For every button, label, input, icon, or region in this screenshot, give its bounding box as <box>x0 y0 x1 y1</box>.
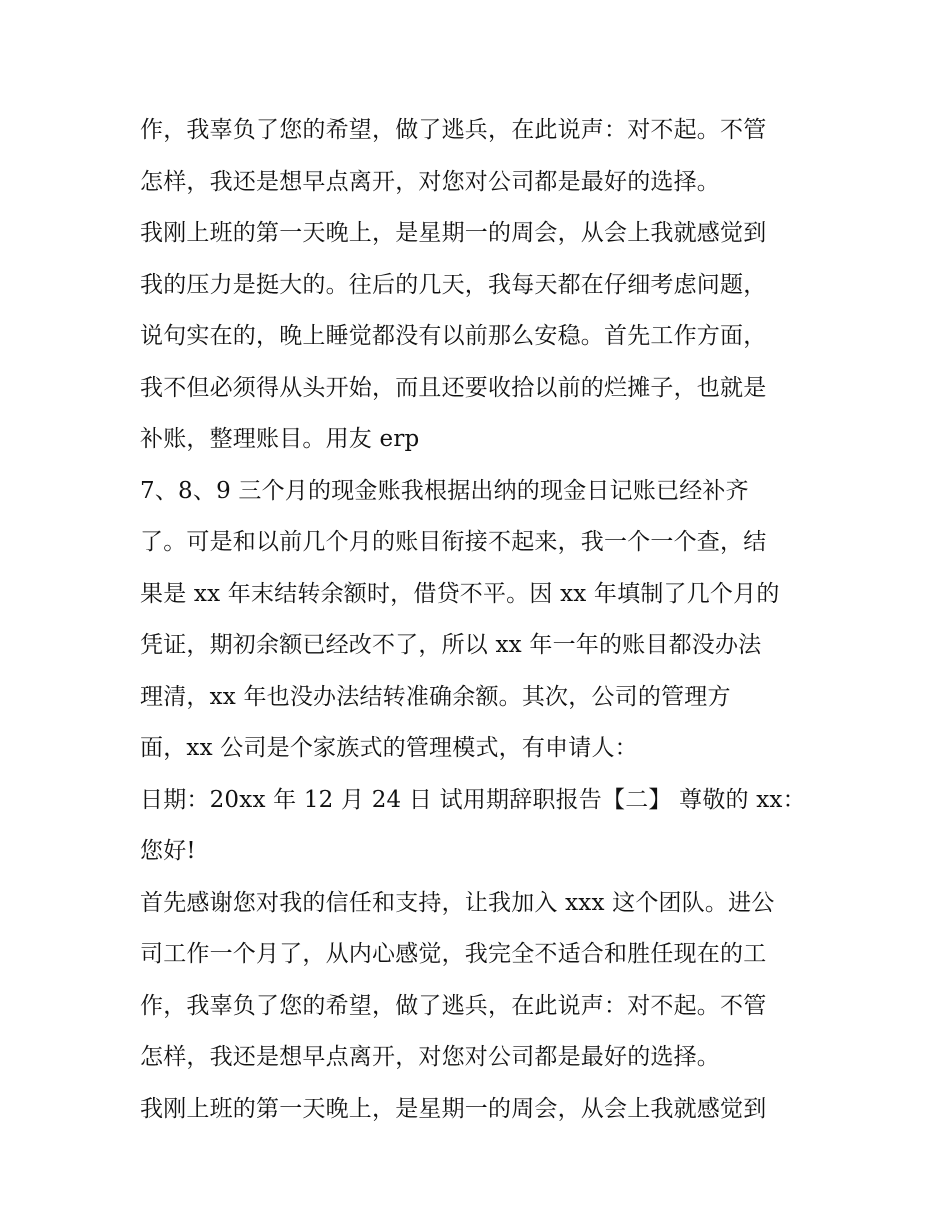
text-line: 怎样，我还是想早点离开，对您对公司都是最好的选择。 <box>140 168 720 195</box>
text-line: 果是 xx 年末结转余额时，借贷不平。因 xx 年填制了几个月的 <box>140 580 780 607</box>
text-line: 首先感谢您对我的信任和支持，让我加入 xxx 这个团队。进公 <box>140 889 775 916</box>
text-line: 了。可是和以前几个月的账目衔接不起来，我一个一个查，结 <box>140 529 767 555</box>
text-line: 作，我辜负了您的希望，做了逃兵，在此说声：对不起。不管 <box>140 992 767 1019</box>
text-line: 面，xx 公司是个家族式的管理模式，有申请人： <box>140 735 638 761</box>
greeting-line: 您好! <box>140 838 196 864</box>
text-line: 7、8、9 三个月的现金账我根据出纳的现金日记账已经补齐 <box>140 477 749 504</box>
text-line: 我刚上班的第一天晚上，是星期一的周会，从会上我就感觉到 <box>140 1095 767 1122</box>
text-line: 作，我辜负了您的希望，做了逃兵，在此说声：对不起。不管 <box>140 117 767 143</box>
text-line: 我不但必须得从头开始，而且还要收拾以前的烂摊子，也就是 <box>140 374 767 401</box>
text-line: 我刚上班的第一天晚上，是星期一的周会，从会上我就感觉到 <box>140 220 767 246</box>
text-line: 补账，整理账目。用友 erp <box>140 426 420 452</box>
text-line: 我的压力是挺大的。往后的几天，我每天都在仔细考虑问题， <box>140 271 767 298</box>
text-line: 怎样，我还是想早点离开，对您对公司都是最好的选择。 <box>140 1044 720 1070</box>
text-line: 凭证，期初余额已经改不了，所以 xx 年一年的账目都没办法 <box>140 632 762 658</box>
text-line: 司工作一个月了，从内心感觉，我完全不适合和胜任现在的工 <box>140 941 767 967</box>
text-line: 说句实在的，晚上睡觉都没有以前那么安稳。首先工作方面， <box>140 323 767 349</box>
document-body <box>140 105 815 1135</box>
text-line: 理清，xx 年也没办法结转准确余额。其次，公司的管理方 <box>140 683 731 710</box>
date-line: 日期：20xx 年 12 月 24 日 试用期辞职报告【二】 尊敬的 xx： <box>140 786 806 813</box>
